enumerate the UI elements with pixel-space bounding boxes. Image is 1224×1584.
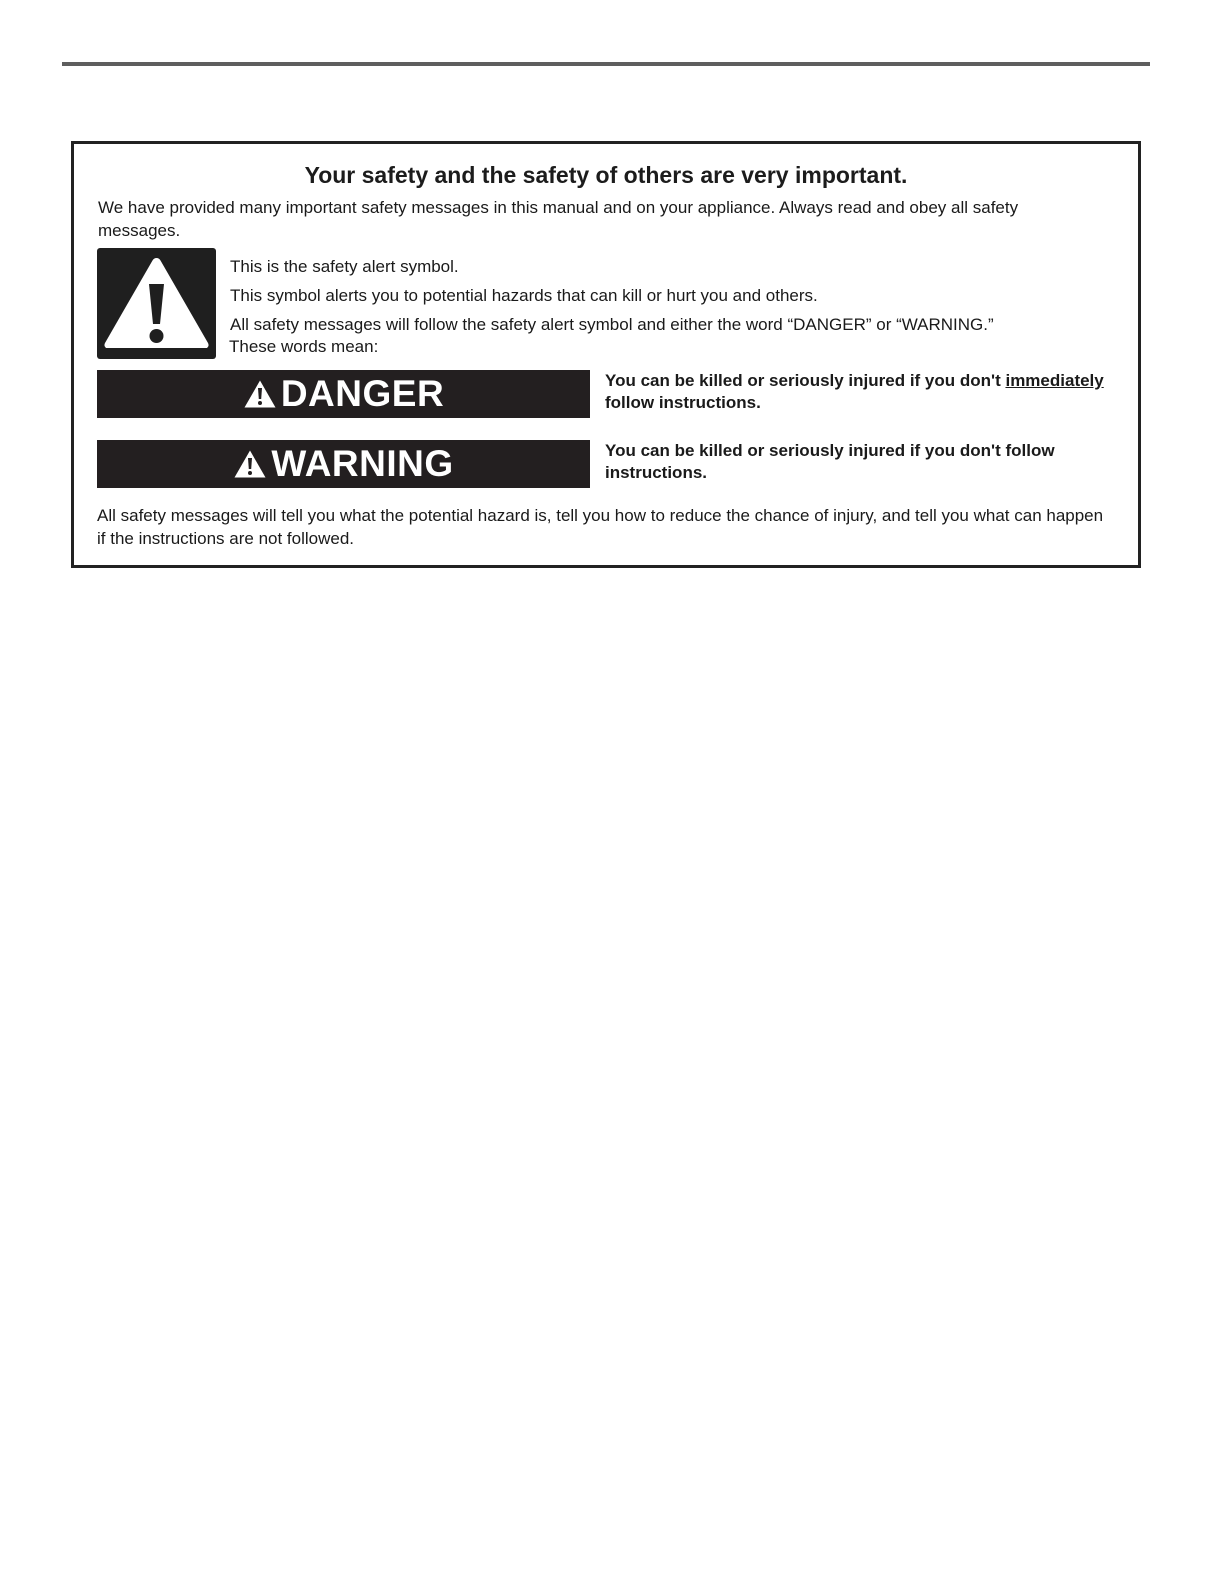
danger-label: DANGER (280, 373, 445, 414)
symbol-line-3: All safety messages will follow the safety alert symbol and either the word “DANGER” or “WARNING.” (230, 315, 994, 334)
symbol-line-2: This symbol alerts you to potential hazards that can kill or hurt you and others. (230, 286, 818, 305)
warning-signal-bar (97, 440, 590, 488)
danger-desc-after: follow instructions. (605, 393, 761, 412)
intro-text: We have provided many important safety messages in this manual and on your appliance. Always read and obey all safety messages. (98, 198, 1019, 240)
closing-text: All safety messages will tell you what the potential hazard is, tell you how to reduce the chance of injury, and tell you what can happen if the instructions are not followed. (97, 506, 1104, 548)
symbol-line-4: These words mean: (229, 337, 379, 356)
alert-triangle-icon (233, 449, 267, 479)
danger-desc-before: You can be killed or seriously injured if you don't (605, 371, 1006, 390)
warning-label: WARNING (271, 443, 454, 484)
danger-description (605, 370, 1129, 414)
alert-triangle-icon (243, 379, 277, 409)
safety-alert-triangle-icon (97, 248, 216, 359)
top-rule (62, 62, 1150, 66)
danger-signal-bar (97, 370, 590, 418)
danger-desc-emphasis: immediately (1005, 371, 1104, 390)
symbol-line-1: This is the safety alert symbol. (230, 257, 459, 276)
safety-heading: Your safety and the safety of others are very important. (304, 162, 908, 188)
safety-notice-box (71, 141, 1141, 568)
warning-description: You can be killed or seriously injured if you don't follow instructions. (605, 441, 1055, 482)
